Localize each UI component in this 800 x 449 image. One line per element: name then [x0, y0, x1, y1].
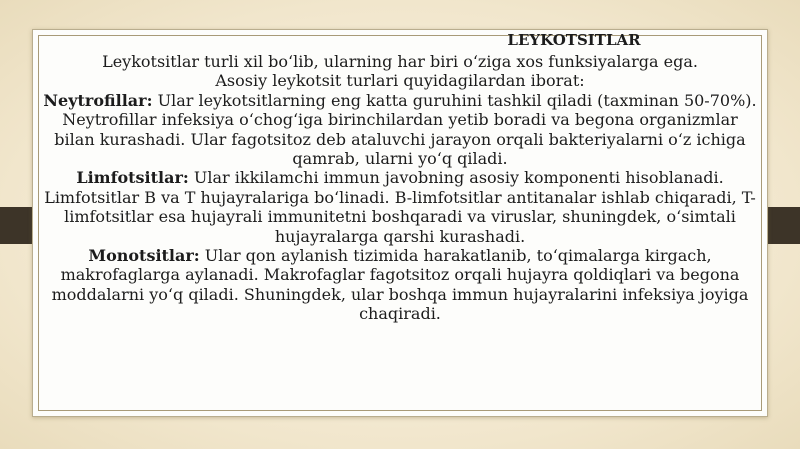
- section-text: Ular qon aylanish tizimida harakatlanib, toʻqimalarga kirgach, makrofaglarga aylanadi. Makrofaglar fagotsitoz orqali hujayra qoldiqlari va begona moddalarni yoʻq qiladi. Shuningdek, ular boshqa immun hujayralarini infeksiya joyiga chaqiradi.: [51, 246, 749, 324]
- slide-content: [40, 32, 760, 324]
- section-monotsitlar: [40, 246, 760, 324]
- intro-paragraph: [40, 52, 760, 91]
- section-term: Monotsitlar:: [88, 246, 200, 266]
- intro-line-1: Leykotsitlar turli xil boʻlib, ularning har biri oʻziga xos funksiyalarga ega.: [102, 52, 698, 71]
- section-term: Limfotsitlar:: [76, 168, 189, 188]
- slide-title: LEYKOTSITLAR: [507, 31, 641, 49]
- section-neytrofillar: [40, 91, 760, 169]
- section-text: Ular leykotsitlarning eng katta guruhini tashkil qiladi (taxminan 50-70%). Neytrofillar infeksiya oʻchogʻiga birinchilardan yetib boradi va begona organizmlar bilan kurashadi. Ular fagotsitoz deb ataluvchi jarayon orqali bakteriyalarni oʻz ichiga qamrab, ularni yoʻq qiladi.: [54, 90, 757, 169]
- section-text: Ular ikkilamchi immun javobning asosiy komponenti hisoblanadi. Limfotsitlar B va T hujayralariga boʻlinadi. B-limfotsitlar antitanalar ishlab chiqaradi, T-limfotsitlar esa hujayrali immunitetni boshqaradi va viruslar, shuningdek, oʻsimtali hujayralarga qarshi kurashadi.: [44, 168, 756, 246]
- section-term: Neytrofillar:: [43, 90, 153, 110]
- section-limfotsitlar: [40, 168, 760, 246]
- intro-line-2: Asosiy leykotsit turlari quyidagilardan iborat:: [215, 71, 585, 91]
